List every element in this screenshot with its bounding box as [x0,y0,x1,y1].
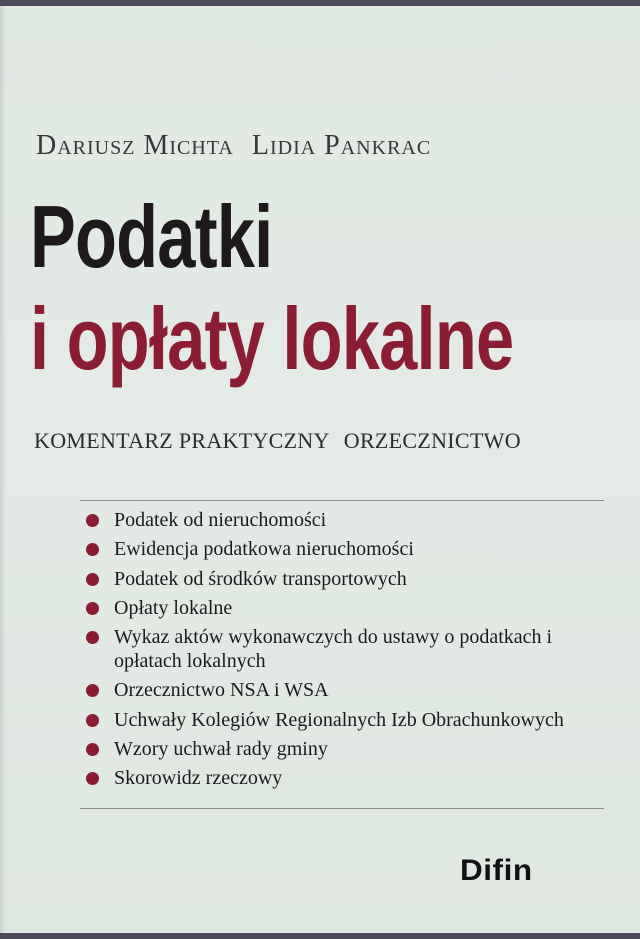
list-item [86,708,614,732]
list-item [86,678,614,702]
list-item-label: Uchwały Kolegiów Regionalnych Izb Obrachunkowych [114,708,564,731]
list-item-label: Opłaty lokalne [114,596,233,619]
bullet-icon [86,714,99,727]
contents-list [86,508,614,796]
list-item-label: Wzory uchwał rady gminy [114,738,328,761]
bullet-icon [86,514,99,527]
bullet-icon [86,602,99,615]
author-name: Lidia Pankrac [251,130,432,161]
bullet-icon [86,772,99,785]
bullet-icon [86,743,99,756]
list-item [86,596,614,620]
divider-bottom [80,808,604,809]
list-item [86,766,614,790]
book-title-line-2: i opłaty lokalne [30,289,514,388]
book-subtitle [34,428,521,454]
list-item [86,508,614,532]
bullet-icon [86,573,99,586]
list-item-label: Podatek od nieruchomości [114,509,327,531]
publisher-logo: Difin [460,854,533,887]
divider-top [80,500,604,501]
bullet-icon [86,631,99,644]
list-item-label: Skorowidz rzeczowy [114,767,283,790]
list-item [86,567,614,591]
list-item-label: Ewidencja podatkowa nieruchomości [114,538,414,561]
subtitle-part: KOMENTARZ PRAKTYCZNY [34,428,330,453]
subtitle-part: ORZECZNICTWO [343,428,521,453]
book-cover [0,6,640,933]
list-item-label: Podatek od środków transportowych [114,567,407,590]
list-item [86,737,614,761]
cover-edge [0,6,6,933]
list-item-label: Wykaz aktów wykonawczych do ustawy o podatkach i opłatach lokalnych [114,626,553,673]
list-item [86,537,614,561]
authors [36,130,616,162]
book-title-line-1: Podatki [30,187,273,286]
list-item [86,625,614,673]
bullet-icon [86,543,99,556]
author-name: Dariusz Michta [36,130,234,161]
list-item-label: Orzecznictwo NSA i WSA [114,679,329,702]
bullet-icon [86,684,99,697]
